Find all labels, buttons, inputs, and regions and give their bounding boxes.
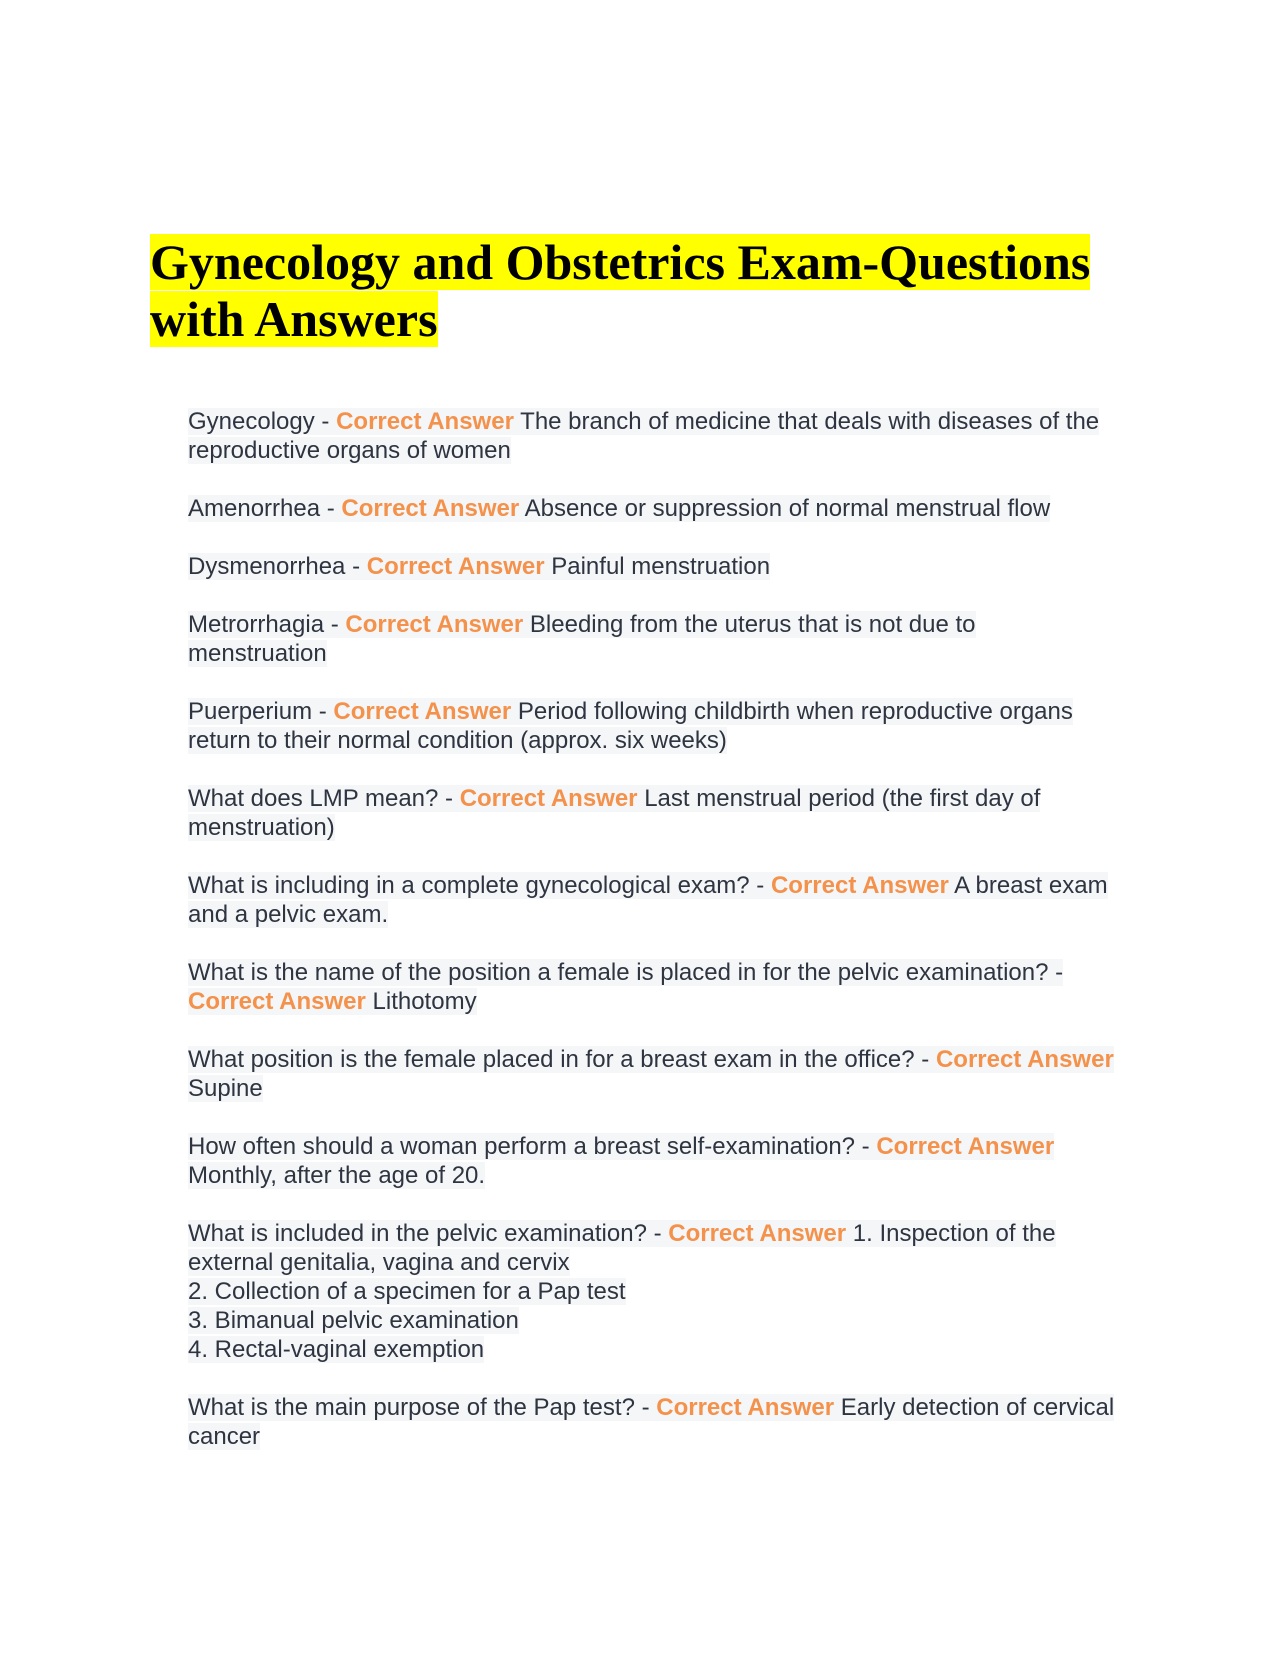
- question-text: What is the name of the position a female is placed in for the pelvic examination? -: [188, 959, 1064, 986]
- qa-main-line: [188, 1393, 1118, 1451]
- qa-main-line: [188, 958, 1118, 1016]
- qa-text: [188, 698, 1073, 754]
- qa-text: [188, 1046, 1114, 1102]
- qa-main-line: [188, 697, 1118, 755]
- document-title: [150, 234, 1130, 348]
- correct-answer-label: Correct Answer: [341, 495, 520, 522]
- question-text: Amenorrhea -: [188, 495, 342, 522]
- qa-text: [188, 1220, 1056, 1276]
- correct-answer-label: Correct Answer: [876, 1133, 1055, 1160]
- qa-main-line: [188, 494, 1118, 523]
- correct-answer-label: Correct Answer: [345, 611, 524, 638]
- answer-text: Lithotomy: [365, 988, 477, 1015]
- question-text: What does LMP mean? -: [188, 785, 460, 812]
- answer-text: Bleeding from the uterus that is not due to menstruation: [188, 611, 976, 667]
- qa-item: [188, 552, 1118, 581]
- qa-item: [188, 1132, 1118, 1190]
- qa-text: [188, 1133, 1054, 1189]
- qa-item: [188, 784, 1118, 842]
- answer-text: The branch of medicine that deals with diseases of the reproductive organs of women: [188, 408, 1100, 464]
- qa-text: [188, 959, 1063, 1015]
- qa-item: [188, 871, 1118, 929]
- question-text: What is including in a complete gynecological exam? -: [188, 872, 771, 899]
- correct-answer-label: Correct Answer: [333, 698, 512, 725]
- answer-text: Painful menstruation: [544, 553, 771, 580]
- answer-extra-line: [188, 1335, 1118, 1364]
- qa-text: [188, 872, 1108, 928]
- qa-text: [188, 611, 976, 667]
- question-text: What is the main purpose of the Pap test? -: [188, 1394, 657, 1421]
- qa-text: [188, 553, 770, 580]
- correct-answer-label: Correct Answer: [188, 988, 366, 1015]
- qa-item: [188, 494, 1118, 523]
- qa-main-line: [188, 784, 1118, 842]
- question-text: What position is the female placed in for a breast exam in the office? -: [188, 1046, 936, 1073]
- qa-item: [188, 1045, 1118, 1103]
- answer-text: Absence or suppression of normal menstrual flow: [519, 495, 1051, 522]
- answer-text: A breast exam and a pelvic exam.: [188, 872, 1108, 928]
- answer-text: Supine: [188, 1075, 263, 1102]
- answer-text: Monthly, after the age of 20.: [188, 1162, 486, 1189]
- answer-extra-line: [188, 1306, 1118, 1335]
- qa-text: [188, 785, 1040, 841]
- qa-main-line: [188, 407, 1118, 465]
- question-text: Metrorrhagia -: [188, 611, 346, 638]
- correct-answer-label: Correct Answer: [459, 785, 638, 812]
- correct-answer-label: Correct Answer: [770, 872, 949, 899]
- question-text: Puerperium -: [188, 698, 334, 725]
- correct-answer-label: Correct Answer: [656, 1394, 835, 1421]
- qa-main-line: [188, 1219, 1118, 1277]
- question-text: What is included in the pelvic examination? -: [188, 1220, 669, 1247]
- qa-text: [188, 495, 1050, 522]
- qa-item: [188, 697, 1118, 755]
- qa-main-line: [188, 552, 1118, 581]
- question-text: Dysmenorrhea -: [188, 553, 367, 580]
- correct-answer-label: Correct Answer: [668, 1220, 847, 1247]
- answer-text: Period following childbirth when reproductive organs return to their normal condition (approx. six weeks): [188, 698, 1073, 754]
- qa-main-line: [188, 1132, 1118, 1190]
- qa-text: [188, 1394, 1114, 1450]
- qa-text: [188, 408, 1099, 464]
- answer-text: Last menstrual period (the first day of menstruation): [188, 785, 1041, 841]
- qa-item: [188, 1219, 1118, 1364]
- correct-answer-label: Correct Answer: [336, 408, 514, 435]
- qa-item: [188, 610, 1118, 668]
- document-title-text: Gynecology and Obstetrics Exam-Questions with Answers: [150, 234, 1091, 347]
- answer-extra-line-text: 2. Collection of a specimen for a Pap test: [188, 1278, 626, 1305]
- answer-text: 1. Inspection of the external genitalia, vagina and cervix: [188, 1220, 1056, 1276]
- correct-answer-label: Correct Answer: [935, 1046, 1114, 1073]
- answer-extra-line-text: 3. Bimanual pelvic examination: [188, 1307, 519, 1334]
- qa-item: [188, 1393, 1118, 1451]
- qa-list: [188, 407, 1118, 1480]
- qa-item: [188, 958, 1118, 1016]
- answer-extra-line: [188, 1277, 1118, 1306]
- correct-answer-label: Correct Answer: [366, 553, 545, 580]
- answer-text: Early detection of cervical cancer: [188, 1394, 1115, 1450]
- answer-extra-line-text: 4. Rectal-vaginal exemption: [188, 1336, 485, 1363]
- question-text: How often should a woman perform a breast self-examination? -: [188, 1133, 877, 1160]
- qa-item: [188, 407, 1118, 465]
- question-text: Gynecology -: [188, 408, 337, 435]
- qa-main-line: [188, 1045, 1118, 1103]
- qa-main-line: [188, 871, 1118, 929]
- qa-main-line: [188, 610, 1118, 668]
